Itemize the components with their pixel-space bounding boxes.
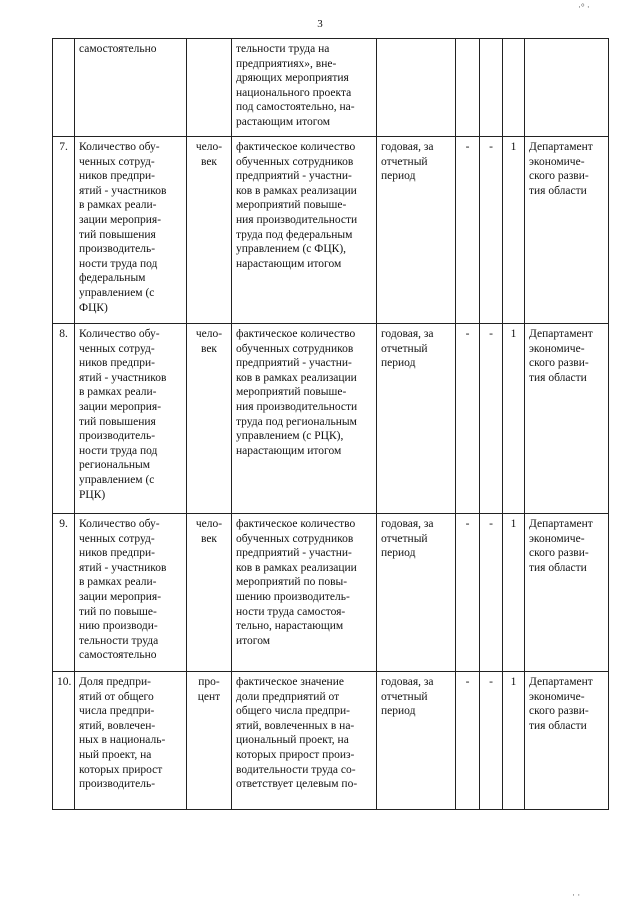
indicator-definition: фактическое количество обученных сотрудников предприятий - участни- ков в рамках реализации мероприятий повыше- ния производительности труда под региональным управлением (с РЦК), нарастающим итогом [232, 324, 377, 514]
indicator-name: Количество обу- ченных сотруд- ников предпри- ятий - участников в рамках реали- зации мероприя- тий по повыше- нию производи- тельности труда самостоятельно [75, 514, 187, 672]
value-col-1: - [456, 324, 480, 514]
value-col-2: - [480, 672, 503, 810]
responsible-body: Департамент экономиче- ского разви- тия области [525, 672, 609, 810]
value-col-2: - [480, 137, 503, 324]
value-col-1: - [456, 137, 480, 324]
indicator-name: самостоятельно [75, 39, 187, 137]
table-row [53, 137, 609, 324]
value-col-3: 1 [503, 514, 525, 672]
row-number: 7. [53, 137, 75, 324]
value-col-1: - [456, 514, 480, 672]
indicator-definition: фактическое количество обученных сотрудников предприятий - участни- ков в рамках реализации мероприятий по повы- шению производитель- ности труда самостоя- тельно, нарастающим итогом [232, 514, 377, 672]
scan-mark-bottom: · · [572, 890, 581, 900]
row-number: 10. [53, 672, 75, 810]
indicator-name: Количество обу- ченных сотруд- ников предпри- ятий - участников в рамках реали- зации мероприя- тий повышения производитель- ности труда под федеральным управлением (с ФЦК) [75, 137, 187, 324]
reporting-period: годовая, за отчетный период [377, 137, 456, 324]
value-col-1 [456, 39, 480, 137]
unit-of-measure: чело- век [187, 324, 232, 514]
table-row [53, 324, 609, 514]
value-col-3: 1 [503, 324, 525, 514]
table-row [53, 514, 609, 672]
row-number: 9. [53, 514, 75, 672]
reporting-period: годовая, за отчетный период [377, 324, 456, 514]
indicator-name: Доля предпри- ятий от общего числа предпри- ятий, вовлечен- ных в националь- ный проект, на которых прирост производитель- [75, 672, 187, 810]
indicator-definition: тельности труда на предприятиях», вне- дряющих мероприятия национального проекта под самостоятельно, на- растающим итогом [232, 39, 377, 137]
reporting-period: годовая, за отчетный период [377, 672, 456, 810]
responsible-body: Департамент экономиче- ского разви- тия области [525, 137, 609, 324]
unit-of-measure [187, 39, 232, 137]
table-row [53, 39, 609, 137]
page-number: 3 [317, 18, 323, 30]
row-number: 8. [53, 324, 75, 514]
value-col-1: - [456, 672, 480, 810]
responsible-body [525, 39, 609, 137]
indicator-definition: фактическое значение доли предприятий от общего числа предпри- ятий, вовлеченных в на- циональный проект, на которых прирост произ- водительности труда со- ответствует целевым по- [232, 672, 377, 810]
indicator-name: Количество обу- ченных сотруд- ников предпри- ятий - участников в рамках реали- зации мероприя- тий повышения производитель- ности труда под региональным управлением (с РЦК) [75, 324, 187, 514]
value-col-3: 1 [503, 137, 525, 324]
indicators-table [52, 38, 609, 810]
indicator-definition: фактическое количество обученных сотрудников предприятий - участни- ков в рамках реализации мероприятий повыше- ния производительности труда под федеральным управлением (с ФЦК), нарастающим итогом [232, 137, 377, 324]
responsible-body: Департамент экономиче- ского разви- тия области [525, 514, 609, 672]
value-col-2: - [480, 324, 503, 514]
value-col-3 [503, 39, 525, 137]
scan-mark-top: ·° · [578, 2, 590, 12]
value-col-2 [480, 39, 503, 137]
unit-of-measure: чело- век [187, 514, 232, 672]
row-number [53, 39, 75, 137]
reporting-period: годовая, за отчетный период [377, 514, 456, 672]
value-col-3: 1 [503, 672, 525, 810]
unit-of-measure: чело- век [187, 137, 232, 324]
responsible-body: Департамент экономиче- ского разви- тия области [525, 324, 609, 514]
table-row [53, 672, 609, 810]
reporting-period [377, 39, 456, 137]
value-col-2: - [480, 514, 503, 672]
unit-of-measure: про- цент [187, 672, 232, 810]
